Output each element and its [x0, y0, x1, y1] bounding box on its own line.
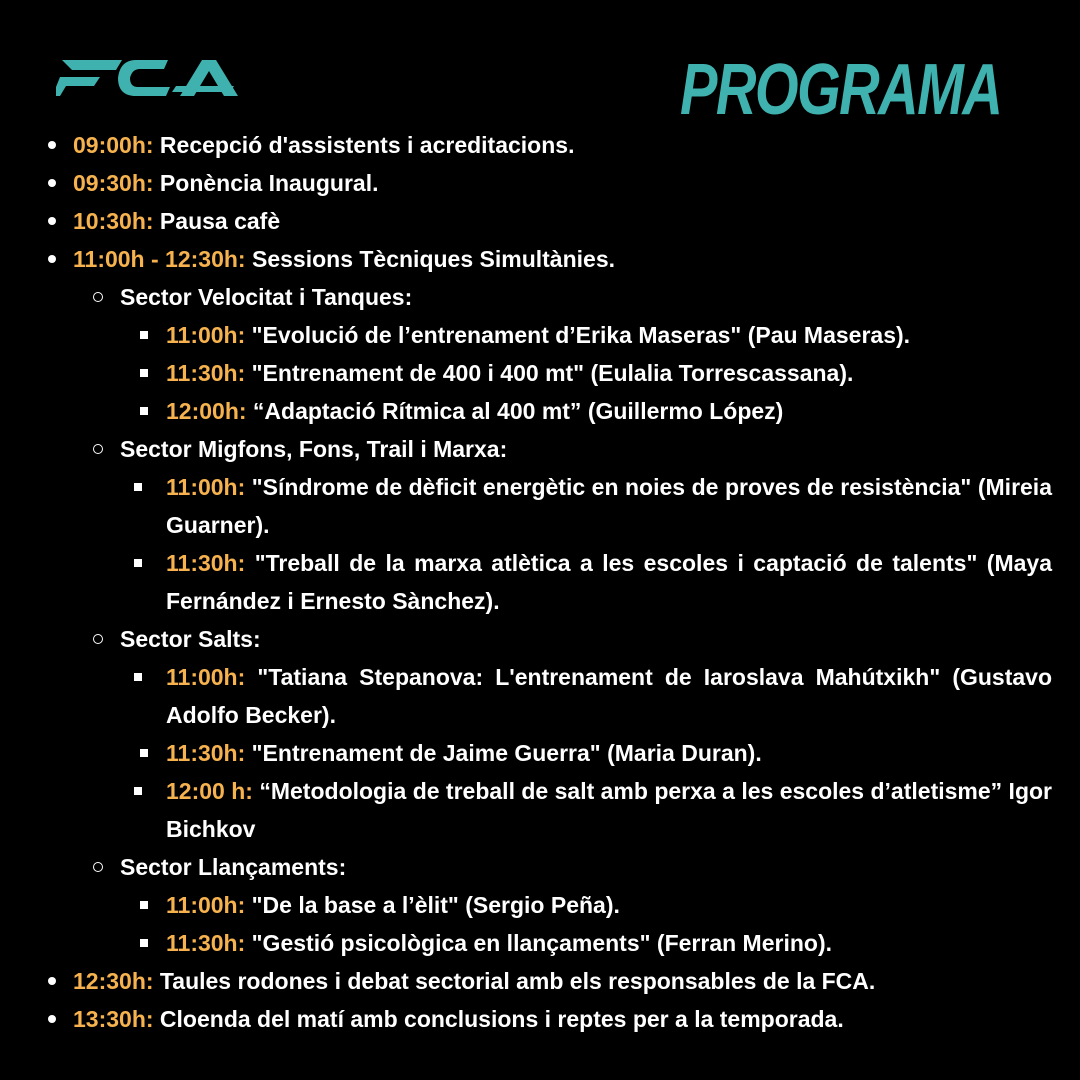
bullet-square-icon [134, 924, 154, 962]
agenda-item [0, 962, 1080, 1000]
talk-item [0, 658, 1080, 734]
bullet-dot-icon [42, 240, 62, 278]
agenda-text: Pausa cafè [153, 208, 281, 234]
agenda-text: Recepció d'assistents i acreditacions. [153, 132, 575, 158]
bullet-dot-icon [42, 1000, 62, 1038]
sector-title: Sector Velocitat i Tanques: [120, 284, 413, 310]
bullet-circle-icon [88, 848, 108, 886]
bullet-dot-icon [42, 202, 62, 240]
agenda-text: Ponència Inaugural. [153, 170, 379, 196]
talk-time: 12:00h: [166, 398, 247, 424]
bullet-dot-icon [42, 164, 62, 202]
talk-item [0, 886, 1080, 924]
talk-time: 12:00 h: [166, 778, 253, 804]
talk-item [0, 392, 1080, 430]
talk-time: 11:30h: [166, 740, 246, 766]
bullet-square-icon [134, 544, 154, 582]
talk-text: "Entrenament de Jaime Guerra" (Maria Duran). [245, 740, 762, 766]
sector-heading [0, 848, 1080, 886]
talk-text: "De la base a l’èlit" (Sergio Peña). [245, 892, 620, 918]
agenda-item [0, 1000, 1080, 1038]
bullet-square-icon [134, 772, 154, 810]
agenda-item [0, 126, 1080, 164]
agenda-time: 13:30h: [73, 1006, 154, 1032]
talk-time: 11:00h: [166, 474, 246, 500]
agenda-time: 09:30h: [73, 170, 154, 196]
talk-time: 11:30h: [166, 360, 246, 386]
agenda-time: 12:30h: [73, 968, 154, 994]
talk-item [0, 468, 1080, 544]
bullet-circle-icon [88, 430, 108, 468]
fca-logo [56, 52, 238, 104]
talk-time: 11:00h: [166, 322, 246, 348]
sector-title: Sector Salts: [120, 626, 261, 652]
sector-title: Sector Migfons, Fons, Trail i Marxa: [120, 436, 508, 462]
talk-item [0, 544, 1080, 620]
talk-text: "Gestió psicològica en llançaments" (Ferran Merino). [245, 930, 832, 956]
agenda-item [0, 240, 1080, 278]
talk-time: 11:00h: [166, 892, 246, 918]
bullet-square-icon [134, 354, 154, 392]
agenda-item [0, 202, 1080, 240]
talk-time: 11:00h: [166, 664, 246, 690]
bullet-square-icon [134, 316, 154, 354]
agenda-item [0, 164, 1080, 202]
talk-text: "Tatiana Stepanova: L'entrenament de Iaroslava Mahútxikh" (Gustavo Adolfo Becker). [166, 664, 1052, 728]
sector-heading [0, 430, 1080, 468]
bullet-square-icon [134, 392, 154, 430]
talk-item [0, 734, 1080, 772]
agenda-list [0, 126, 1080, 1038]
bullet-square-icon [134, 734, 154, 772]
sector-title: Sector Llançaments: [120, 854, 347, 880]
talk-item [0, 316, 1080, 354]
bullet-circle-icon [88, 278, 108, 316]
agenda-time: 10:30h: [73, 208, 154, 234]
sector-heading [0, 278, 1080, 316]
talk-item [0, 354, 1080, 392]
agenda-text: Sessions Tècniques Simultànies. [245, 246, 615, 272]
talk-text: "Treball de la marxa atlètica a les escoles i captació de talents" (Maya Fernández i Ernesto Sànchez). [166, 550, 1052, 614]
talk-text: “Metodologia de treball de salt amb perxa a les escoles d’atletisme” Igor Bichkov [166, 778, 1052, 842]
talk-text: "Síndrome de dèficit energètic en noies de proves de resistència" (Mireia Guarner). [166, 474, 1052, 538]
bullet-square-icon [134, 886, 154, 924]
talk-time: 11:30h: [166, 930, 246, 956]
agenda-text: Taules rodones i debat sectorial amb els responsables de la FCA. [153, 968, 876, 994]
bullet-circle-icon [88, 620, 108, 658]
agenda-text: Cloenda del matí amb conclusions i reptes per a la temporada. [153, 1006, 844, 1032]
bullet-dot-icon [42, 126, 62, 164]
agenda-time: 09:00h: [73, 132, 154, 158]
talk-text: "Entrenament de 400 i 400 mt" (Eulalia Torrescassana). [245, 360, 854, 386]
talk-text: "Evolució de l’entrenament d’Erika Maseras" (Pau Maseras). [245, 322, 911, 348]
sector-heading [0, 620, 1080, 658]
agenda-time: 11:00h - 12:30h: [73, 246, 246, 272]
bullet-square-icon [134, 658, 154, 696]
talk-item [0, 924, 1080, 962]
talk-text: “Adaptació Rítmica al 400 mt” (Guillermo López) [246, 398, 784, 424]
bullet-dot-icon [42, 962, 62, 1000]
talk-time: 11:30h: [166, 550, 246, 576]
page-title: PROGRAMA [680, 50, 1002, 130]
bullet-square-icon [134, 468, 154, 506]
talk-item [0, 772, 1080, 848]
